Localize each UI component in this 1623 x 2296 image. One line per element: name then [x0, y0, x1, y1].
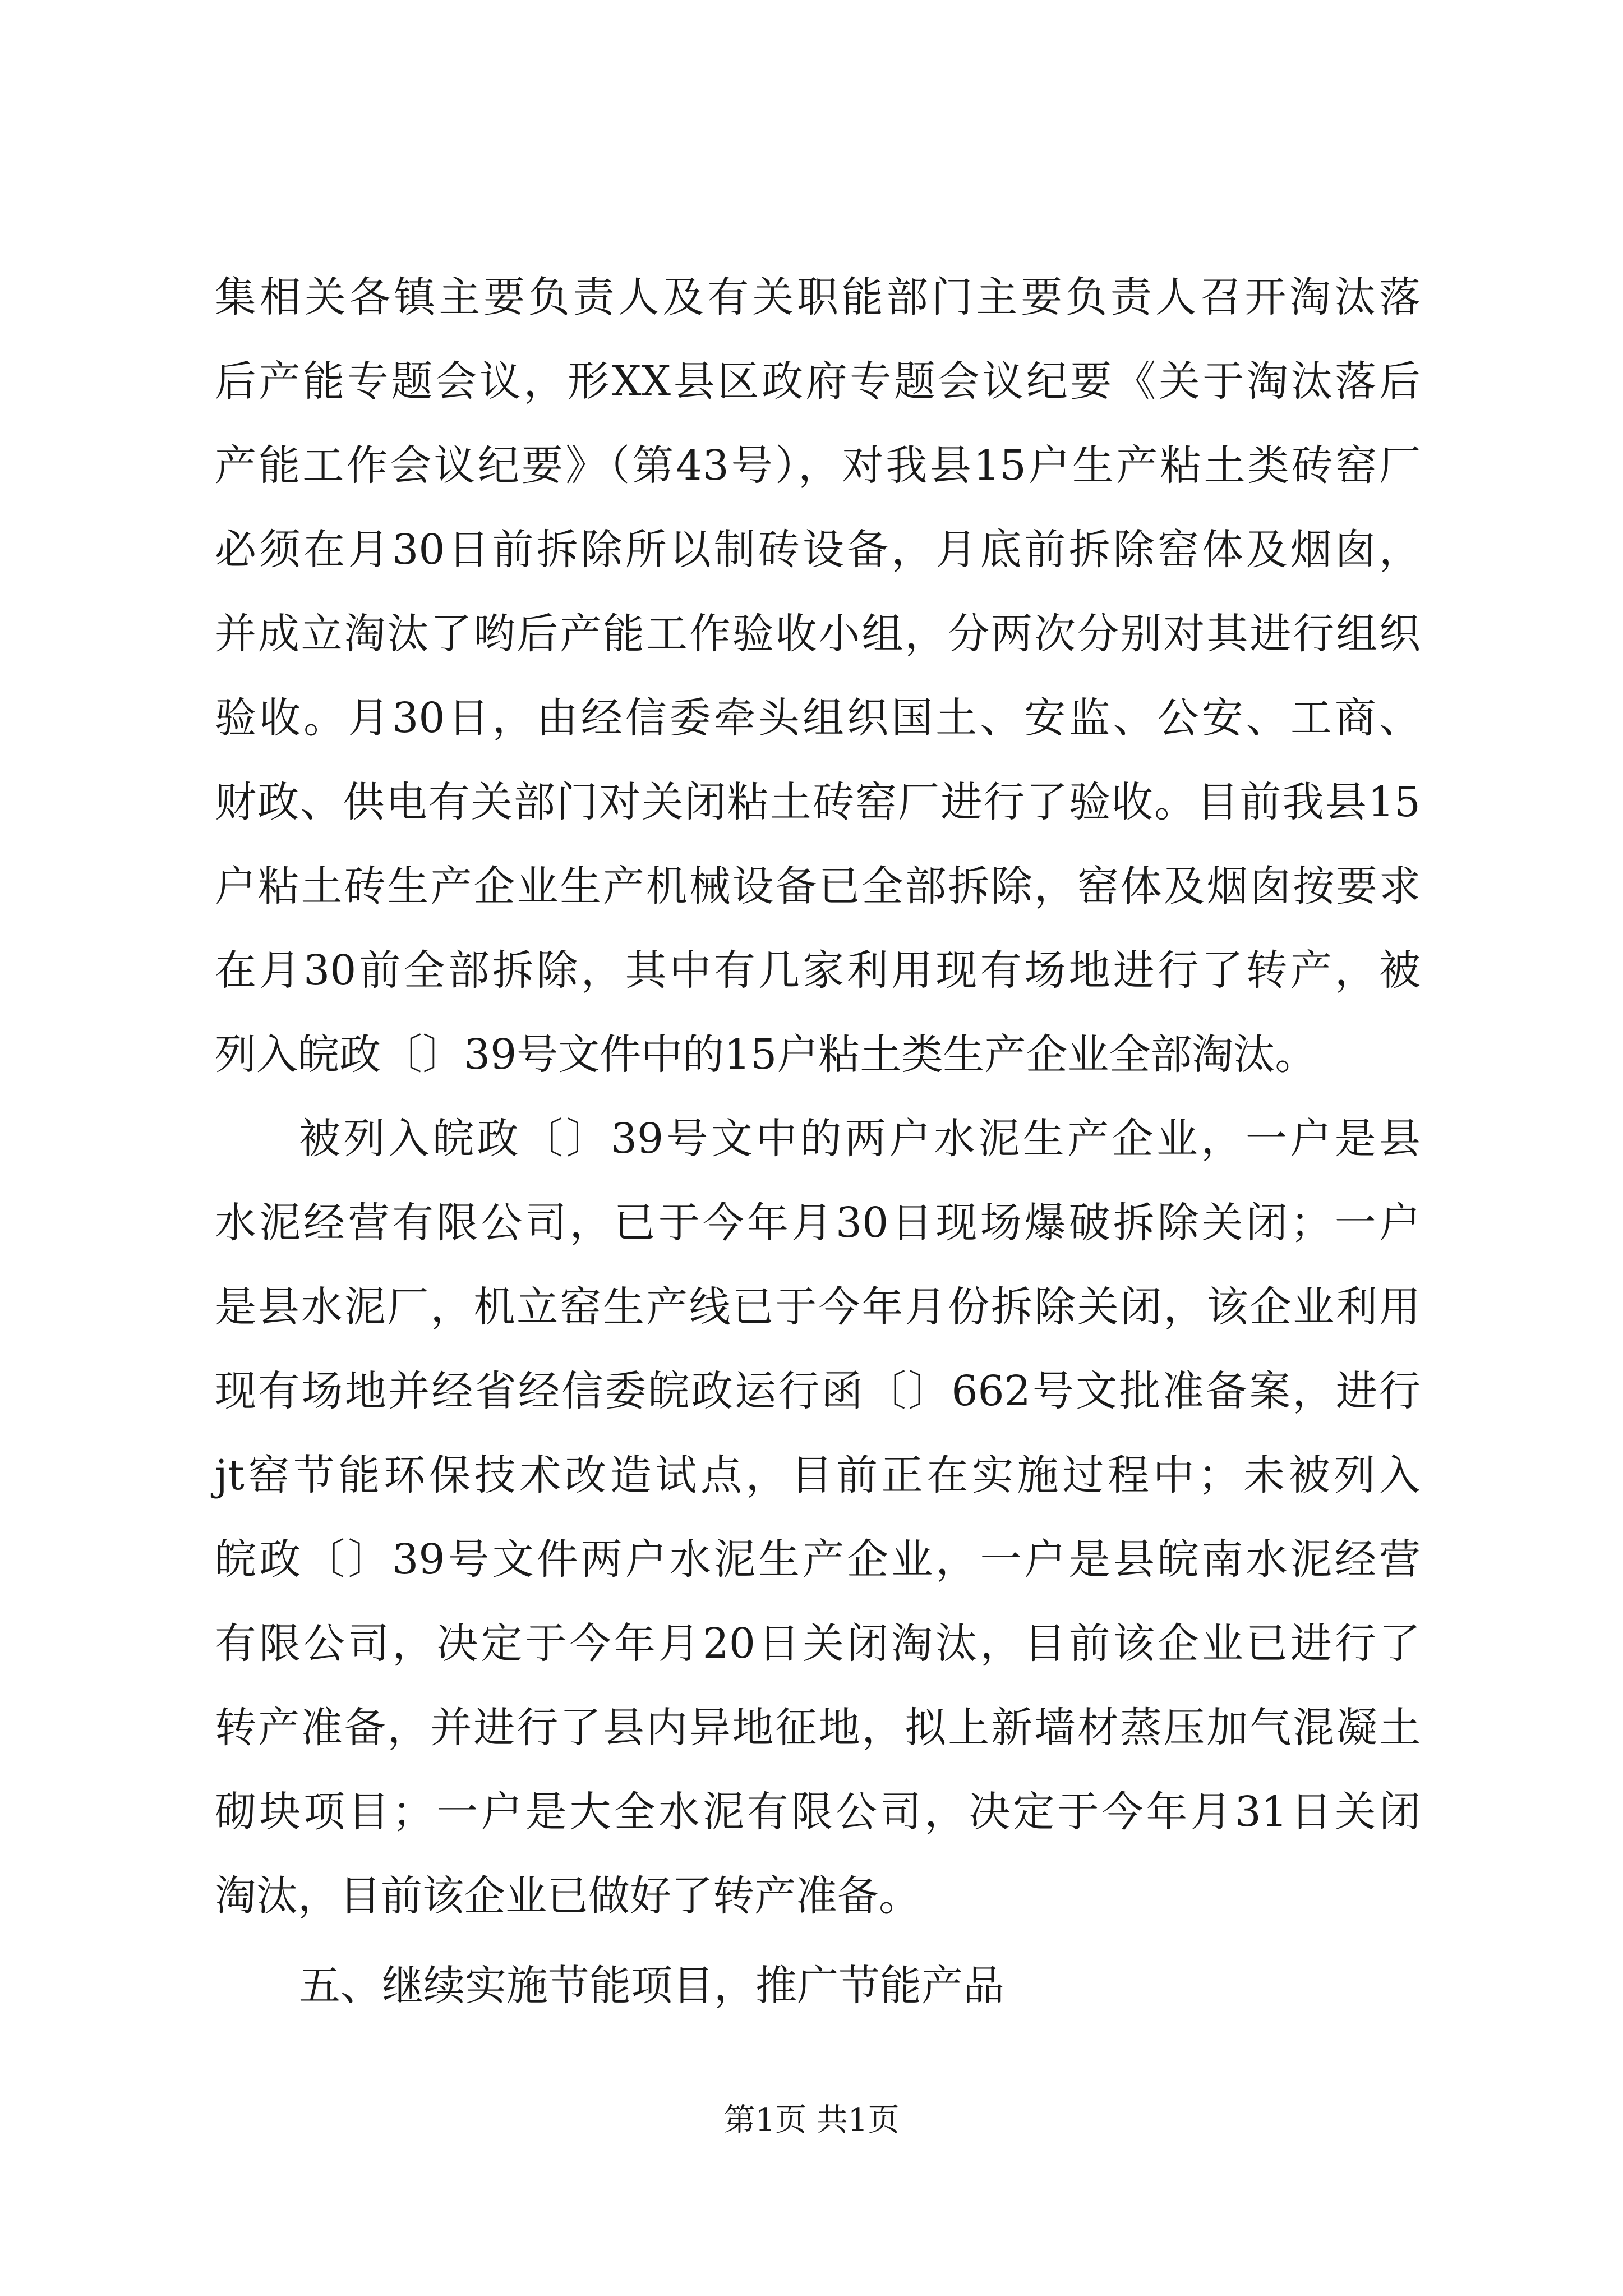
paragraph-line: 列入皖政〔〕39号文件中的15户粘土类生产企业全部淘汰。 [215, 1030, 1317, 1079]
paragraph-line: 被列入皖政〔〕39号文中的两户水泥生产企业，一户是县 [299, 1115, 1421, 1163]
paragraph-line: 财政、供电有关部门对关闭粘土砖窑厂进行了验收。目前我县15 [215, 778, 1421, 826]
paragraph-line: 有限公司，决定于今年月20日关闭淘汰，目前该企业已进行了 [215, 1619, 1421, 1668]
paragraph-line: 水泥经营有限公司，已于今年月30日现场爆破拆除关闭；一户 [215, 1199, 1421, 1247]
section-heading: 五、继续实施节能项目，推广节能产品 [299, 1962, 1004, 2010]
paragraph-line: 必须在月30日前拆除所以制砖设备，月底前拆除窑体及烟囱， [215, 526, 1421, 574]
paragraph-line: 后产能专题会议，形XX县区政府专题会议纪要《关于淘汰落后 [215, 357, 1421, 406]
paragraph-line: 皖政〔〕39号文件两户水泥生产企业，一户是县皖南水泥经营 [215, 1535, 1421, 1584]
paragraph-line: 现有场地并经省经信委皖政运行函〔〕662号文批准备案，进行 [215, 1367, 1421, 1415]
paragraph-line: 集相关各镇主要负责人及有关职能部门主要负责人召开淘汰落 [215, 273, 1421, 321]
paragraph-line: 是县水泥厂，机立窑生产线已于今年月份拆除关闭，该企业利用 [215, 1283, 1421, 1331]
paragraph-line: 在月30前全部拆除，其中有几家利用现有场地进行了转产，被 [215, 946, 1421, 995]
paragraph-line: 户粘土砖生产企业生产机械设备已全部拆除，窑体及烟囱按要求 [215, 862, 1421, 910]
paragraph-line: 淘汰，目前该企业已做好了转产准备。 [215, 1872, 920, 1920]
paragraph-line: 转产准备，并进行了县内异地征地，拟上新墙材蒸压加气混凝土 [215, 1704, 1421, 1752]
paragraph-line: 产能工作会议纪要》（第43号），对我县15户生产粘土类砖窑厂 [215, 441, 1421, 490]
paragraph-line: 砌块项目；一户是大全水泥有限公司，决定于今年月31日关闭 [215, 1788, 1421, 1836]
paragraph-line: 验收。月30日，由经信委牵头组织国土、安监、公安、工商、 [215, 694, 1421, 742]
paragraph-line: jt窑节能环保技术改造试点，目前正在实施过程中；未被列入 [215, 1451, 1421, 1499]
page-footer: 第1页 共1页 [723, 2102, 900, 2138]
paragraph-line: 并成立淘汰了哟后产能工作验收小组，分两次分别对其进行组织 [215, 610, 1421, 658]
